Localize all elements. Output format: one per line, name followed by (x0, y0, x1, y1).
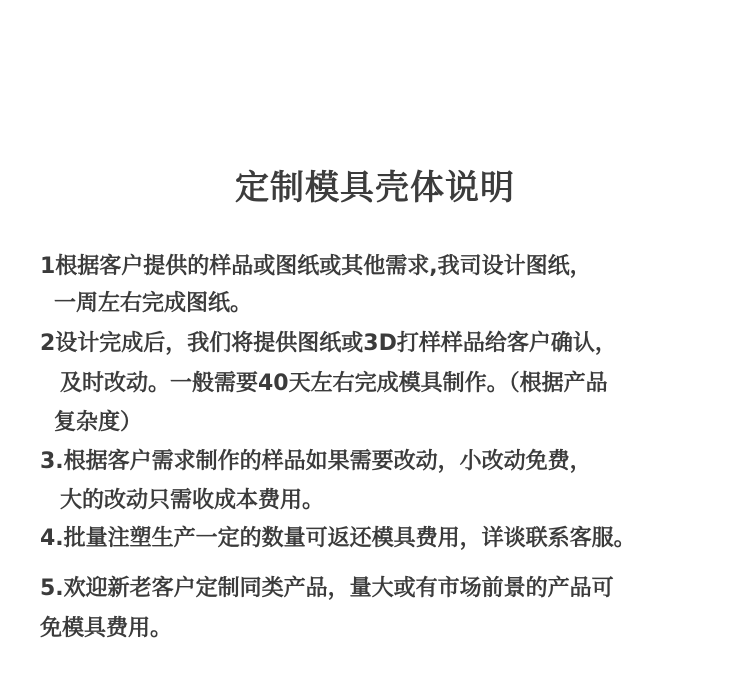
paragraph-5-line-2: 免模具费用。 (40, 616, 173, 641)
paragraph-3-line-2: 大的改动只需收成本费用。 (60, 488, 325, 513)
paragraph-3-line-1: 3.根据客户需求制作的样品如果需要改动，小改动免费， (40, 449, 592, 474)
paragraph-2-line-1: 2设计完成后，我们将提供图纸或3D打样样品给客户确认， (40, 331, 617, 356)
paragraph-2-line-3: 复杂度） (54, 410, 143, 435)
paragraph-1-line-2: 一周左右完成图纸。 (54, 291, 253, 316)
page-title: 定制模具壳体说明 (235, 168, 515, 208)
paragraph-5-line-1: 5.欢迎新老客户定制同类产品，量大或有市场前景的产品可 (40, 576, 614, 601)
paragraph-2-line-2: 及时改动。一般需要40天左右完成模具制作。（根据产品 (60, 371, 608, 396)
paragraph-4-line-1: 4.批量注塑生产一定的数量可返还模具费用，详谈联系客服。 (40, 526, 636, 551)
paragraph-1-line-1: 1根据客户提供的样品或图纸或其他需求,我司设计图纸， (40, 254, 592, 279)
